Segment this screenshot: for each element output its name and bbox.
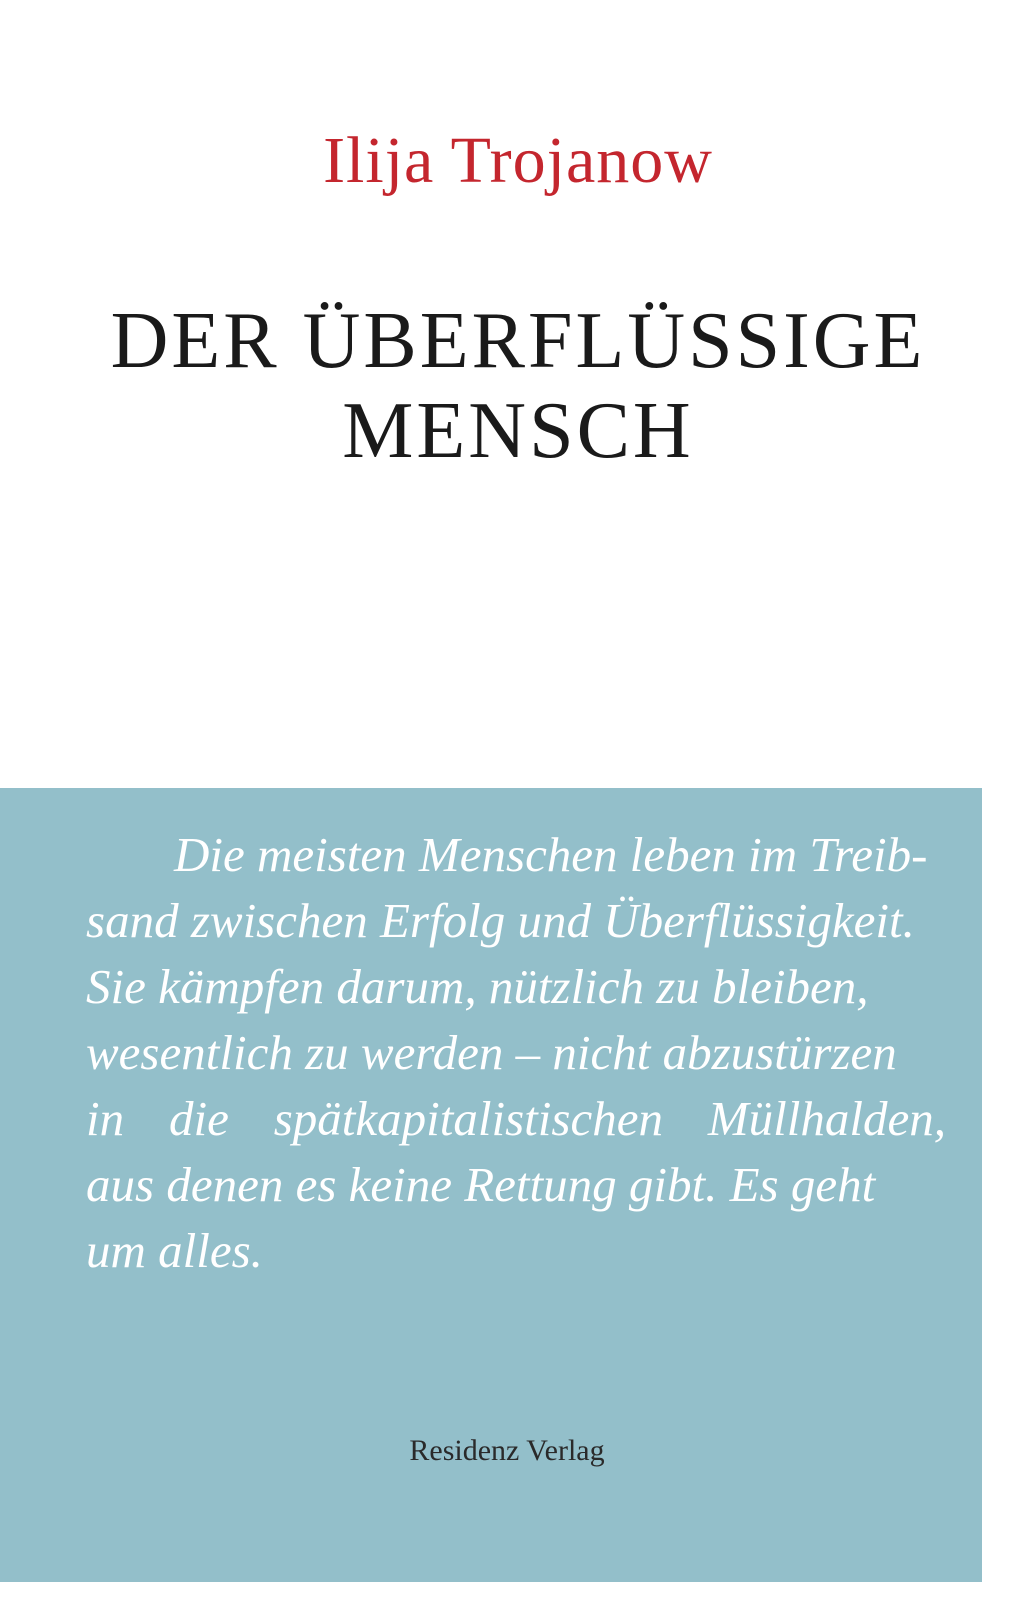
author-name: Ilija Trojanow [323,124,713,197]
blurb-line-7: um alles. [86,1223,263,1278]
blurb-text [86,822,946,1284]
blurb-line-6: aus denen es keine Rettung gibt. Es geht [86,1157,876,1212]
blurb-line-2: sand zwischen Erfolg und Überflüssigkeit. [86,893,915,948]
title-line-2: MENSCH [342,387,694,475]
book-title [0,296,1036,476]
blurb-line-3: Sie kämpfen darum, nützlich zu bleiben, [86,959,869,1014]
blurb-line-4: wesentlich zu werden – nicht abzustürzen [86,1025,897,1080]
title-line-1: DER ÜBERFLÜSSIGE [110,297,926,385]
publisher-name: Residenz Verlag [409,1434,605,1467]
blurb-panel [0,788,982,1582]
blurb-line-1: Die meisten Menschen leben im Treib- [174,827,928,882]
blurb-line-5: in die spätkapitalistischen Müllhalden, [86,1091,946,1146]
